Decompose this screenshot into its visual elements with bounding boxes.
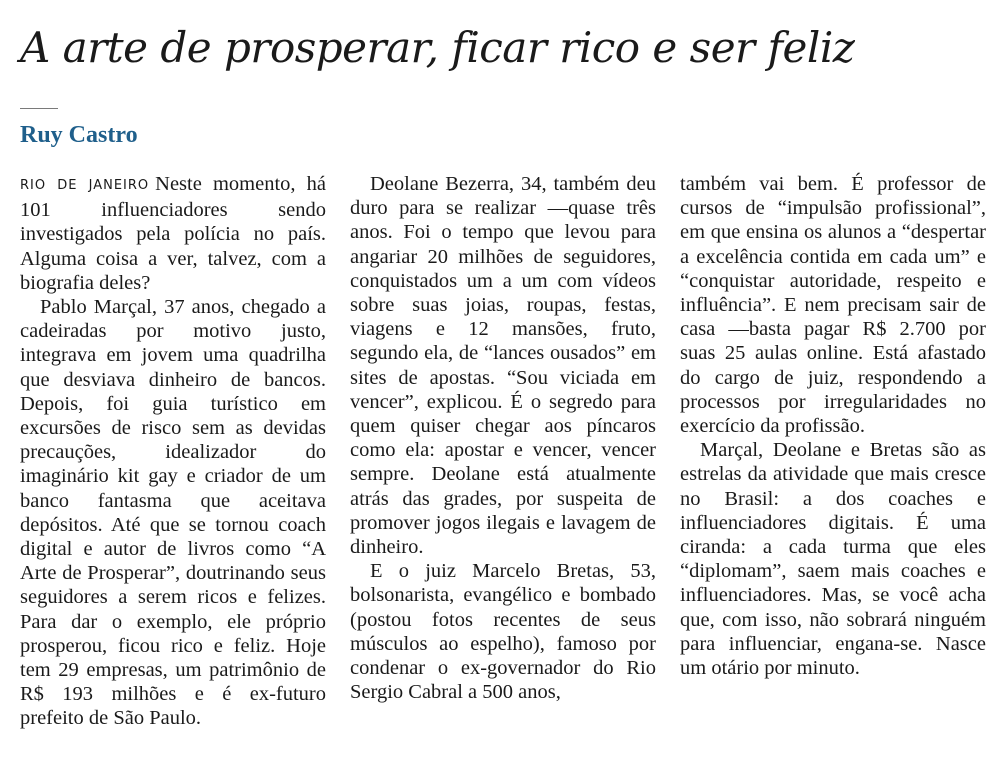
paragraph: E o juiz Marcelo Bretas, 53, bolsonarista, evangélico e bombado (postou fotos recentes de seus músculos ao espelho), famoso por condenar o ex-governador do Rio Sergio Cabral a 500 anos, bbox=[350, 560, 656, 704]
paragraph-text: Neste momento, há 101 influenciadores sendo investigados pela polícia no país. Alguma coisa a ver, talvez, com a biografia deles? bbox=[20, 173, 326, 294]
paragraph: Deolane Bezerra, 34, também deu duro para se realizar —quase três anos. Foi o tempo que levou para angariar 20 milhões de seguidores, conquistados um a um com vídeos sobre suas joias, roupas, festas, viagens e 12 mansões, fruto, segundo ela, de “lances ousados” em sites de apostas. “Sou viciada em vencer”, explicou. É o segredo para quem quiser chegar aos píncaros como ela: apostar e vencer, vencer sempre. Deolane está atualmente atrás das grades, por suspeita de promover jogos ilegais e lavagem de dinheiro. bbox=[350, 173, 656, 559]
paragraph: também vai bem. É professor de cursos de “impulsão profissional”, em que ensina os alunos a “despertar a excelência contida em cada um” e “conquistar autoridade, respeito e influência”. E nem precisam sair de casa —basta pagar R$ 2.700 por suas 25 aulas online. Está afastado do cargo de juiz, respondendo a processos por irregularidades no exercício da profissão. bbox=[680, 173, 986, 438]
author-byline: Ruy Castro bbox=[20, 122, 138, 148]
article-column-3 bbox=[680, 172, 986, 680]
author-rule bbox=[20, 108, 58, 109]
paragraph: Marçal, Deolane e Bretas são as estrelas da atividade que mais cresce no Brasil: a dos coaches e influenciadores digitais. É uma ciranda: a cada turma que eles “diplomam”, saem mais coaches e influenciadores. Mas, se você acha que, com isso, não sobrará ninguém para influenciar, engana-se. Nasce um otário por minuto. bbox=[680, 439, 986, 680]
article-column-1 bbox=[20, 172, 326, 731]
headline: A arte de prosperar, ficar rico e ser feliz bbox=[20, 23, 855, 72]
dateline: RIO DE JANEIRO bbox=[20, 178, 150, 193]
paragraph bbox=[20, 172, 326, 295]
paragraph: Pablo Marçal, 37 anos, chegado a cadeiradas por motivo justo, integrava em jovem uma quadrilha que desviava dinheiro de bancos. Depois, foi guia turístico em excursões de risco sem as devidas precauções, idealizador do imaginário kit gay e criador de um banco fantasma que aceitava depósitos. Até que se tornou coach digital e autor de livros como “A Arte de Prosperar”, doutrinando seus seguidores a serem ricos e felizes. Para dar o exemplo, ele próprio prosperou, ficou rico e feliz. Hoje tem 29 empresas, um patrimônio de R$ 193 milhões e é ex-futuro prefeito de São Paulo. bbox=[20, 296, 326, 730]
article-column-2 bbox=[350, 172, 656, 704]
